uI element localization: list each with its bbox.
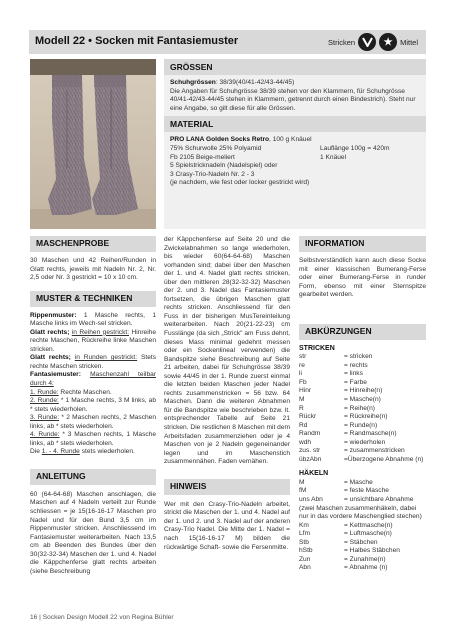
material-left-line: Fb 2105 Beige-meliert bbox=[170, 153, 235, 161]
abbreviation-key: Rd bbox=[299, 421, 308, 429]
glatt2-link: in Runden gestrickt: bbox=[74, 354, 138, 362]
abbreviation-value: = wiederholen bbox=[344, 438, 386, 446]
abbreviation-row bbox=[299, 353, 426, 362]
abbreviation-row bbox=[299, 430, 426, 439]
abbreviation-key: Lfm bbox=[299, 530, 310, 538]
information-heading: INFORMATION bbox=[299, 236, 426, 252]
abbreviation-row bbox=[299, 362, 426, 371]
runde2 bbox=[30, 397, 156, 414]
runde2-label: 2. Runde: bbox=[30, 397, 59, 405]
abbreviation-value: =Überzogene Abnahme (n) bbox=[344, 455, 424, 463]
abbreviation-value: = links bbox=[344, 370, 363, 378]
right-column bbox=[299, 236, 426, 573]
abbreviation-key: re bbox=[299, 361, 305, 369]
rippen-paragraph bbox=[30, 312, 156, 329]
abbreviation-row bbox=[299, 539, 426, 548]
material-line: 3 Crasy-Trio-Nadeln Nr. 2 - 3 bbox=[170, 170, 255, 178]
abbreviation-row bbox=[299, 370, 426, 379]
fantasie-paragraph bbox=[30, 371, 156, 388]
abbreviation-value: = Masche(n) bbox=[344, 396, 381, 404]
abbreviation-row bbox=[299, 379, 426, 388]
abbreviation-key: Fb bbox=[299, 378, 307, 386]
hinweis-text: Wer mit den Crasy-Trio-Nadeln arbeitet, strickt die Maschen der 1. und 4. Nadel auf der 1. und 2. und 3. Nadel auf der anderen Crasy-Trio Nadel. Die Mitte der 1. Nadel = nach 15(16-16-17 M) bilden die rückwärtige Schaft- sowie die Fersenmitte. bbox=[164, 500, 290, 551]
glatt1-link: in Reihen gestrickt: bbox=[71, 328, 130, 336]
abbreviation-value: = feste Masche bbox=[344, 487, 389, 495]
glatt2-paragraph bbox=[30, 354, 156, 371]
runde4 bbox=[30, 431, 156, 448]
abbreviation-row bbox=[299, 405, 426, 414]
abbreviation-row bbox=[299, 522, 426, 531]
anleitung-heading: ANLEITUNG bbox=[30, 469, 156, 485]
groessen-section bbox=[164, 75, 426, 116]
abbreviation-value: = rechts bbox=[344, 361, 368, 369]
haekeln2-list bbox=[299, 522, 426, 573]
runde1-label: 1. Runde: bbox=[30, 388, 59, 396]
abbreviation-value: = Hinreihe(n) bbox=[344, 387, 383, 395]
material-right-line: 1 Knäuel bbox=[320, 153, 347, 161]
abbreviation-key: M bbox=[299, 478, 305, 486]
yarn-amount: , 100 g Knäuel bbox=[269, 136, 312, 144]
runde1-text: Rechte Maschen. bbox=[58, 388, 112, 396]
glatt1-text: Hinreihe rechte Maschen, Rückreihe linke Maschen stricken. bbox=[30, 328, 157, 353]
abbreviation-key: übzAbn bbox=[299, 455, 322, 463]
abbreviation-key: hStb bbox=[299, 547, 313, 555]
maschenprobe-text: 30 Maschen und 42 Reihen/Runden in Glatt rechts, jeweils mit Nadeln Nr. 2, Nr. 2,5 oder Nr. 3 gestrickt = 10 x 10 cm. bbox=[30, 257, 156, 282]
repeat-pre: Die bbox=[30, 448, 42, 456]
abbreviation-value: = Randmasche(n) bbox=[344, 430, 397, 438]
abbreviation-row bbox=[299, 496, 426, 505]
material-line: 5 Spielstricknadeln (Nadelspiel) oder bbox=[170, 162, 278, 170]
abbreviation-key: Randm bbox=[299, 430, 321, 438]
level-right-label: Mittel bbox=[400, 37, 418, 47]
info-box bbox=[164, 59, 426, 229]
abbreviation-key: uns Abn bbox=[299, 496, 323, 504]
stricken-list bbox=[299, 353, 426, 464]
title-bar bbox=[29, 30, 426, 54]
material-line: (je nachdem, wie fest oder locker gestrickt wird) bbox=[170, 179, 310, 187]
abbreviation-key: M bbox=[299, 396, 305, 404]
stricken-title: STRICKEN bbox=[299, 344, 335, 352]
middle-column bbox=[164, 236, 290, 552]
abbreviation-value: = Masche bbox=[344, 478, 373, 486]
abbreviation-value: = Rückreihe(n) bbox=[344, 413, 388, 421]
haekeln-title: HÄKELN bbox=[299, 470, 329, 478]
material-heading: MATERIAL bbox=[164, 116, 426, 132]
material-left-line: 75% Schurwolle 25% Polyamid bbox=[170, 144, 262, 152]
abbreviation-row bbox=[299, 564, 426, 573]
abbreviation-key: Stb bbox=[299, 538, 309, 546]
information-text: Selbstverständlich kann auch diese Socke mit einer klassischen Bumerang-Ferse oder einer Bumerang-Ferse in runder Form, ebenso mit einer Sternspitze gearbeitet werden. bbox=[299, 257, 426, 299]
abbreviation-value: = Runde(n) bbox=[344, 421, 378, 429]
v-stitch-icon bbox=[358, 33, 376, 51]
abbreviation-row bbox=[299, 547, 426, 556]
abbreviation-value: = Farbe bbox=[344, 378, 367, 386]
fantasie-label: Fantasiemuster: bbox=[30, 371, 81, 379]
abbreviation-row bbox=[299, 447, 426, 456]
material-right-line: Lauflänge 100g = 420m bbox=[320, 144, 390, 152]
abbreviation-key: str bbox=[299, 353, 307, 361]
difficulty-indicator bbox=[328, 32, 418, 52]
abbreviation-value: = Stäbchen bbox=[344, 538, 378, 546]
yarn-name: PRO LANA Golden Socks Retro bbox=[170, 136, 270, 144]
abbreviation-key: Rückr bbox=[299, 413, 317, 421]
abkuerzungen-heading: ABKÜRZUNGEN bbox=[299, 324, 426, 340]
abbreviation-value: = Zunahme(n) bbox=[344, 555, 386, 563]
runde4-label: 4. Runde: bbox=[30, 431, 60, 439]
footer: 16 | Socken Design Modell 22 von Regina Bühler bbox=[30, 614, 174, 621]
level-left-label: Stricken bbox=[327, 37, 356, 47]
muster-heading: MUSTER & TECHNIKEN bbox=[30, 291, 156, 307]
abbreviation-key: R bbox=[299, 404, 304, 412]
rippen-label: Rippenmuster: bbox=[30, 311, 77, 319]
socks-photo bbox=[30, 59, 156, 229]
groessen-label: Schuhgrössen bbox=[170, 79, 216, 86]
abbreviation-key: li bbox=[299, 370, 302, 378]
page-title: Modell 22 • Socken mit Fantasiemuster bbox=[35, 35, 239, 47]
abbreviation-row bbox=[299, 479, 426, 488]
groessen-heading: GRÖSSEN bbox=[164, 59, 426, 75]
abbreviation-row bbox=[299, 530, 426, 539]
groessen-text: Die Angaben für Schuhgrösse 38/39 stehen vor den Klammern, für Schuhgrösse 40/41-42/43-44/45 stehen in Klammern, getrennt durch einen Bindestrich). Steht nur eine Angabe, so gilt diese für alle Grössen. bbox=[170, 87, 416, 112]
abbreviation-value: = unsichtbare Abnahme bbox=[344, 496, 414, 504]
abbreviation-value: = Luftmasche(n) bbox=[344, 530, 392, 538]
abbreviation-key: Abn bbox=[299, 564, 311, 572]
abbreviation-row bbox=[299, 456, 426, 465]
repeat-line bbox=[30, 448, 156, 457]
left-column bbox=[30, 236, 156, 576]
abbreviation-row bbox=[299, 413, 426, 422]
runde3 bbox=[30, 414, 156, 431]
runde3-label: 3. Runde: bbox=[30, 414, 60, 422]
glatt1-label: Glatt rechts; bbox=[30, 328, 70, 336]
haekeln-list bbox=[299, 479, 426, 505]
abbreviation-row bbox=[299, 439, 426, 448]
fantasie-link: Maschenzahl teilbar durch 4: bbox=[30, 371, 156, 388]
abbreviation-row bbox=[299, 556, 426, 565]
abbreviation-value: = zusammenstricken bbox=[344, 447, 405, 455]
repeat-link: 1. - 4. Runde bbox=[41, 448, 80, 456]
abbreviation-row bbox=[299, 396, 426, 405]
abbreviation-value: = Abnahme (n) bbox=[344, 564, 388, 572]
abbreviation-key: Km bbox=[299, 521, 309, 529]
runde4-text: * 3 Maschen rechts, 1 Masche links, ab * stets wiederholen. bbox=[30, 431, 156, 447]
material-section bbox=[164, 132, 426, 191]
runde2-text: * 1 Masche rechts, 3 M links, ab * stets wiederholen. bbox=[30, 397, 157, 413]
maschenprobe-heading: MASCHENPROBE bbox=[30, 236, 156, 252]
hinweis-heading: HINWEIS bbox=[164, 479, 290, 495]
material-grid bbox=[170, 145, 420, 162]
rippen-text: 1 Masche rechts, 1 Masche links im Wech-sel stricken. bbox=[30, 311, 156, 328]
glatt1-paragraph bbox=[30, 329, 156, 355]
abbreviation-row bbox=[299, 422, 426, 431]
glatt2-label: Glatt rechts; bbox=[30, 354, 71, 362]
abbreviation-key: zus. str bbox=[299, 447, 321, 455]
groessen-value: : 38/39(40/41-42/43-44/45) bbox=[215, 79, 295, 86]
repeat-post: stets wiederholen. bbox=[79, 448, 135, 456]
anleitung-text: 60 (64-64-68) Maschen anschlagen, die Maschen auf 4 Nadeln verteilt zur Runde schliessen = je 15(16-16-17 Maschen pro Nadel und für den Bund 3,5 cm im Rippenmuster stricken. Anschliessend im Fantasiemuster weiterarbeiten. Nach 13,5 cm ab Beenden des Bundes über den 30(32-32-34) Maschen der 1. und 4. Nadel die Käppchenferse glatt rechts arbeiten (siehe Beschreibung bbox=[30, 490, 156, 575]
abbreviation-key: wdh bbox=[299, 438, 312, 446]
middle-text: der Käppchenferse auf Seite 20 und die Zwickelabnahmen so lange wiederholen, bis wieder 60(64-64-68) Maschen vorhanden sind; dabei über den Maschen der 1. und 4. Nadel glatt rechts stricken, über den mittleren 28(32-32-32) Maschen der 2. und 3. Nadel das Fantasiemuster fortsetzen, die übrigen Maschen glatt rechts stricken. Anschliessend für den Fuss in der bisherigen MusTereinteilung weiterarbeiten. Nach 20(21-22-23) cm Fusslänge (da sich „Strick" am Fuss dehnt, dieses Mass minimal gedehnt messen oder ein Sockenlineal verwenden) die Bandspitze siehe Beschreibung auf Seite 21 arbeiten, dabei für Schuhgrösse 38/39 sowie 44/45 in der 1. Runde zuerst einmal die letzten beiden Maschen jeder Nadel rechts zusammenstricken = 56 bzw. 64 Maschen. Dann die weiteren Abnahmen für die Bandspitze wie beschrieben bzw. lt. entsprechender Tabelle auf Seite 21 stricken. Die restlichen 8 Maschen mit dem Arbeitsfaden zusammenziehen oder je 4 Maschen von je 2 Nadeln gegeneinander legen und im Maschenstich zusammennähen. Faden vernähen. bbox=[164, 236, 290, 466]
abbreviation-row bbox=[299, 387, 426, 396]
runde3-text: * 2 Maschen rechts, 2 Maschen links, ab * stets wiederholen. bbox=[30, 414, 156, 430]
abbreviation-value: = stricken bbox=[344, 353, 373, 361]
haekeln-note: (zwei Maschen zusammenhäkeln, dabei nur in das vordere Maschenglied stechen) bbox=[299, 504, 422, 521]
abbreviation-key: Hinr bbox=[299, 387, 312, 395]
abbreviation-value: = Halbes Stäbchen bbox=[344, 547, 400, 555]
abbreviation-value: = Reihe(n) bbox=[344, 404, 375, 412]
abbreviation-value: = Kettmasche(n) bbox=[344, 521, 393, 529]
abbreviation-key: fM bbox=[299, 487, 307, 495]
abbreviation-row bbox=[299, 487, 426, 496]
glatt2-text: Stets rechte Maschen stricken. bbox=[30, 354, 156, 370]
star-icon: ★ bbox=[379, 33, 397, 51]
runde1 bbox=[30, 389, 156, 398]
abbreviation-key: Zun bbox=[299, 555, 311, 563]
